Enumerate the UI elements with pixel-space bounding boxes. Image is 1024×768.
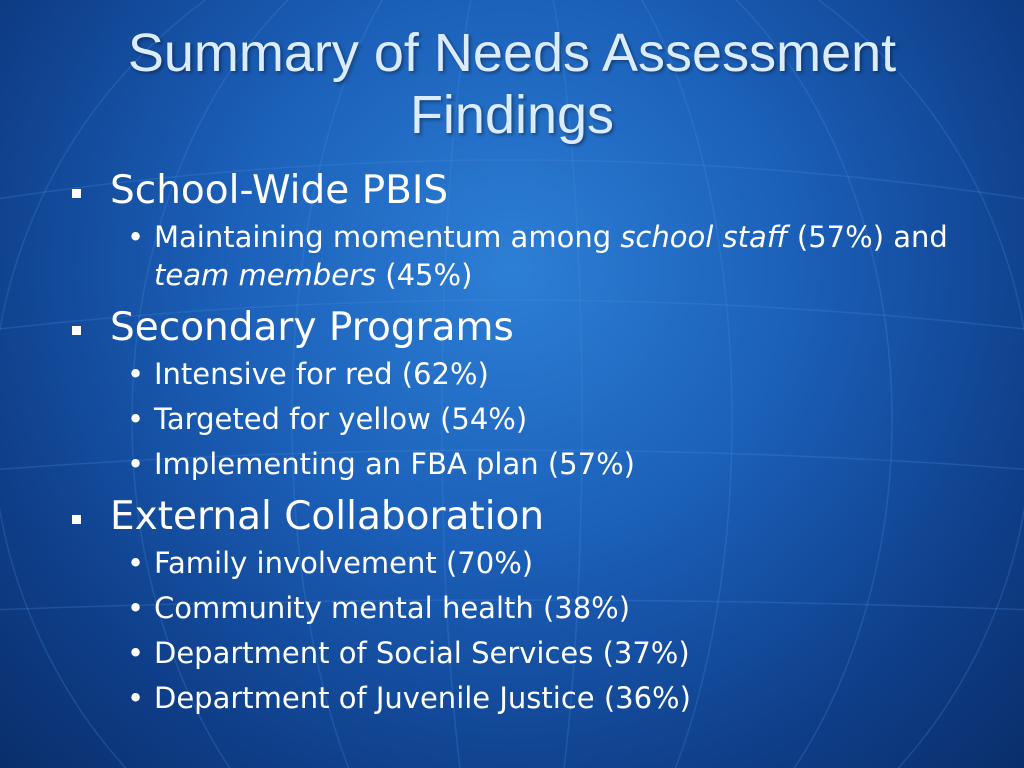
square-bullet-icon <box>72 189 81 198</box>
round-bullet-icon: • <box>127 591 145 625</box>
square-bullet-icon <box>72 515 81 524</box>
section-secondary-programs <box>68 301 968 483</box>
section-heading: External Collaboration <box>110 494 545 539</box>
bullet-text-emphasis: school staff <box>620 220 788 254</box>
bullet-text: Intensive for red (62%) <box>154 357 489 391</box>
bullet-text: Community mental health (38%) <box>154 591 631 625</box>
section-heading: Secondary Programs <box>110 305 514 350</box>
section-external-collaboration <box>68 490 968 717</box>
level2-bullet <box>68 634 968 672</box>
round-bullet-icon: • <box>127 220 145 254</box>
round-bullet-icon: • <box>127 636 145 670</box>
round-bullet-icon: • <box>127 447 145 481</box>
level2-bullet <box>68 400 968 438</box>
bullet-text-part: (57%) and <box>787 220 948 254</box>
section-school-wide-pbis <box>68 164 968 294</box>
level2-bullet <box>68 679 968 717</box>
level2-bullet <box>68 355 968 393</box>
round-bullet-icon: • <box>127 546 145 580</box>
level1-bullet <box>68 301 968 355</box>
square-bullet-icon <box>72 326 81 335</box>
bullet-list <box>68 162 968 724</box>
round-bullet-icon: • <box>127 357 145 391</box>
bullet-text: Implementing an FBA plan (57%) <box>154 447 635 481</box>
level1-bullet <box>68 164 968 218</box>
bullet-text-part: Maintaining momentum among <box>154 220 621 254</box>
bullet-text-emphasis: team members <box>154 258 377 292</box>
level1-bullet <box>68 490 968 544</box>
bullet-text: Targeted for yellow (54%) <box>154 402 528 436</box>
round-bullet-icon: • <box>127 681 145 715</box>
round-bullet-icon: • <box>127 402 145 436</box>
title-line-1: Summary of Needs Assessment <box>127 23 897 83</box>
slide-title <box>0 22 1024 146</box>
section-heading: School-Wide PBIS <box>110 168 449 213</box>
bullet-text: Department of Juvenile Justice (36%) <box>154 681 691 715</box>
level2-bullet <box>68 589 968 627</box>
title-line-2: Findings <box>409 85 615 145</box>
level2-bullet <box>68 544 968 582</box>
level2-bullet <box>68 445 968 483</box>
level2-bullet <box>68 218 968 294</box>
bullet-text: Department of Social Services (37%) <box>154 636 690 670</box>
bullet-text-part: (45%) <box>376 258 473 292</box>
bullet-text: Family involvement (70%) <box>154 546 534 580</box>
